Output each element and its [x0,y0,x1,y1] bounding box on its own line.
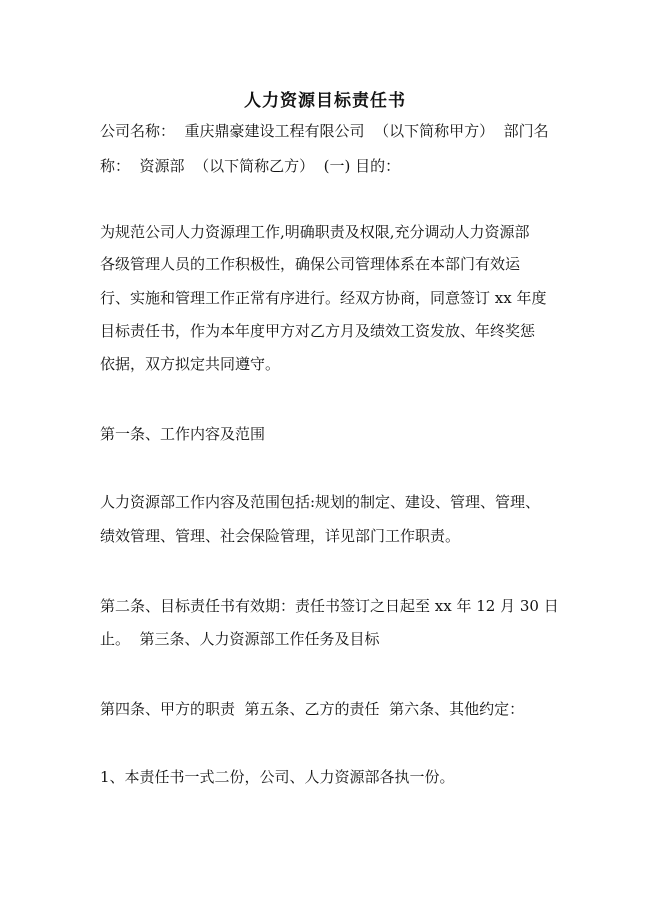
purpose-line-3: 行、实施和管理工作正常有序进行。经双方协商，同意签订 xx 年度 [100,289,547,307]
article-1-heading: 第一条、工作内容及范围 [100,425,266,443]
document-title: 人力资源目标责任书 [244,91,406,111]
purpose-line-4: 目标责任书，作为本年度甲方对乙方月及绩效工资发放、年终奖惩 [100,322,536,340]
intro-line-1: 公司名称： 重庆鼎豪建设工程有限公司 （以下简称甲方） 部门名 [100,122,549,140]
articles-4-6-line: 第四条、甲方的职责 第五条、乙方的责任 第六条、其他约定： [100,700,525,718]
article-1-line-1: 人力资源部工作内容及范围包括:规划的制定、建设、管理、管理、 [100,493,541,511]
article-2-line-1: 第二条、目标责任书有效期：责任书签订之日起至 xx 年 12 月 30 日 [100,597,559,615]
purpose-line-1: 为规范公司人力资源理工作,明确职责及权限,充分调动人力资源部 [100,223,530,241]
article-2-line-2: 止。 第三条、人力资源部工作任务及目标 [100,630,380,648]
purpose-line-2: 各级管理人员的工作积极性，确保公司管理体系在本部门有效运 [100,255,521,273]
article-1-line-2: 绩效管理、管理、社会保险管理，详见部门工作职责。 [100,527,461,545]
intro-line-2: 称： 资源部 （以下简称乙方） (一) 目的： [100,157,401,175]
clause-1-line: 1、本责任书一式二份，公司、人力资源部各执一份。 [100,768,455,786]
purpose-line-5: 依据，双方拟定共同遵守。 [100,355,281,373]
